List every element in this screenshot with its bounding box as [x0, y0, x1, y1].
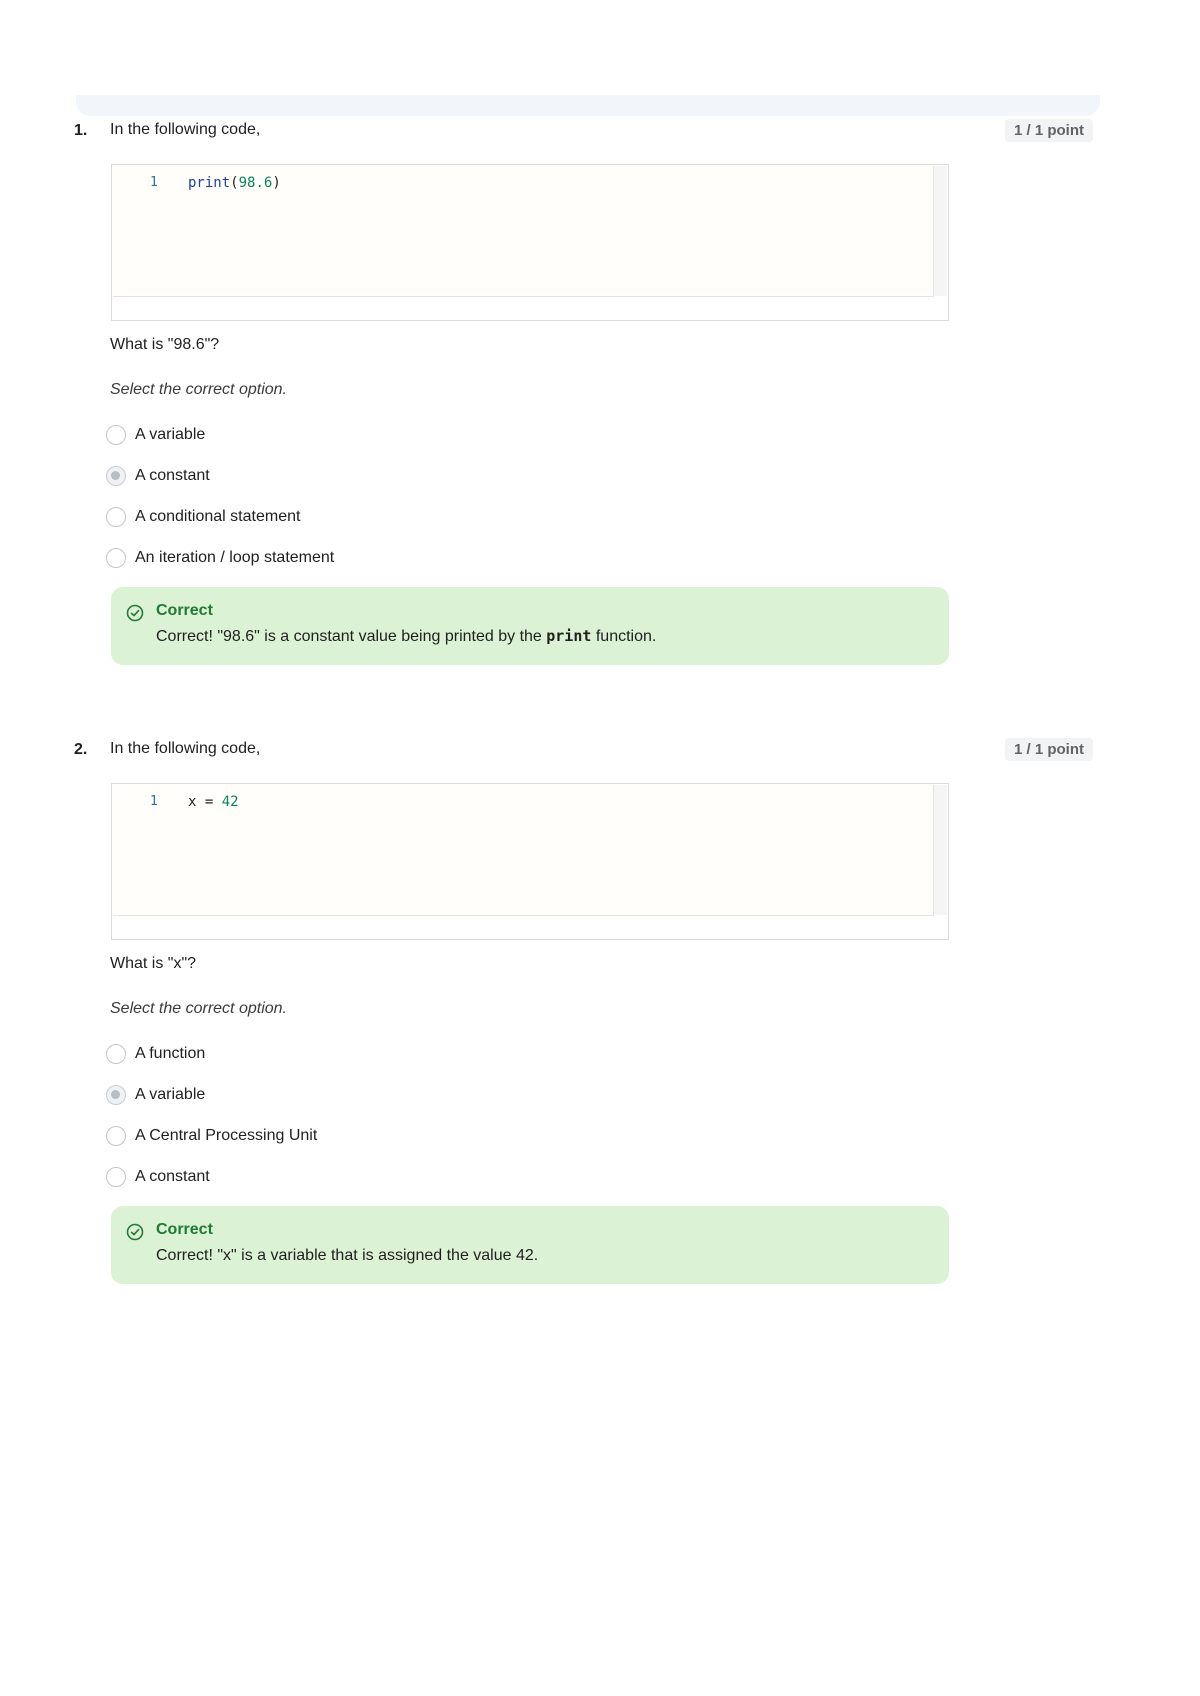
- option-label: A constant: [135, 1168, 210, 1185]
- question-ask: What is "x"?: [110, 955, 197, 972]
- option-label: A variable: [135, 426, 206, 443]
- radio-button[interactable]: [106, 507, 126, 527]
- feedback-correct: [111, 1206, 949, 1284]
- question-number: 2.: [74, 741, 88, 758]
- option-a-variable[interactable]: [106, 1083, 205, 1107]
- code-scrollbar[interactable]: [934, 166, 947, 296]
- feedback-code: print: [546, 627, 592, 645]
- question-prompt: In the following code,: [110, 121, 261, 138]
- line-number: 1: [150, 175, 158, 190]
- option-a-constant[interactable]: [106, 1165, 210, 1189]
- option-an-iteration-loop-statement[interactable]: [106, 546, 334, 570]
- points-badge: 1 / 1 point: [1005, 738, 1093, 761]
- code-text: [188, 794, 239, 810]
- code-block[interactable]: [111, 783, 949, 940]
- option-a-function[interactable]: [106, 1042, 205, 1066]
- code-text: [188, 175, 281, 191]
- feedback-correct: [111, 587, 949, 665]
- radio-button-selected[interactable]: [106, 1085, 126, 1105]
- feedback-text-before: Correct! "x" is a variable that is assigned the value 42.: [156, 1247, 539, 1264]
- option-a-variable[interactable]: [106, 423, 205, 447]
- line-number: 1: [150, 794, 158, 809]
- option-label: A constant: [135, 467, 210, 484]
- option-label: A Central Processing Unit: [135, 1127, 318, 1144]
- feedback-text-before: Correct! "98.6" is a constant value being printed by the: [156, 628, 547, 645]
- code-editor[interactable]: [113, 785, 934, 916]
- code-token: ): [272, 175, 281, 191]
- option-label: A variable: [135, 1086, 206, 1103]
- option-a-central-processing-unit[interactable]: [106, 1124, 317, 1148]
- question-number: 1.: [74, 122, 88, 139]
- feedback-text-after: function.: [591, 628, 657, 645]
- code-token: 98.6: [238, 175, 273, 191]
- feedback-title: Correct: [156, 1221, 213, 1238]
- radio-button[interactable]: [106, 425, 126, 445]
- option-label: An iteration / loop statement: [135, 549, 335, 566]
- feedback-text: [156, 627, 656, 646]
- question-instruction: Select the correct option.: [110, 381, 287, 398]
- option-label: A conditional statement: [135, 508, 301, 525]
- code-token: print: [188, 175, 231, 191]
- code-token: (: [230, 175, 239, 191]
- option-label: A function: [135, 1045, 206, 1062]
- code-block[interactable]: [111, 164, 949, 321]
- feedback-title: Correct: [156, 602, 213, 619]
- question-ask: What is "98.6"?: [110, 336, 220, 353]
- radio-button[interactable]: [106, 1167, 126, 1187]
- option-a-conditional-statement[interactable]: [106, 505, 300, 529]
- feedback-text: [156, 1246, 538, 1265]
- code-token: 42: [221, 794, 239, 810]
- code-token: x =: [188, 794, 222, 810]
- check-circle-icon: [126, 1223, 144, 1241]
- radio-button-selected[interactable]: [106, 466, 126, 486]
- code-editor[interactable]: [113, 166, 934, 297]
- option-a-constant[interactable]: [106, 464, 210, 488]
- question-prompt: In the following code,: [110, 740, 261, 757]
- radio-button[interactable]: [106, 1126, 126, 1146]
- points-badge: 1 / 1 point: [1005, 119, 1093, 142]
- check-circle-icon: [126, 604, 144, 622]
- code-scrollbar[interactable]: [934, 785, 947, 915]
- radio-button[interactable]: [106, 1044, 126, 1064]
- question-instruction: Select the correct option.: [110, 1000, 287, 1017]
- radio-button[interactable]: [106, 548, 126, 568]
- top-banner: [76, 95, 1100, 116]
